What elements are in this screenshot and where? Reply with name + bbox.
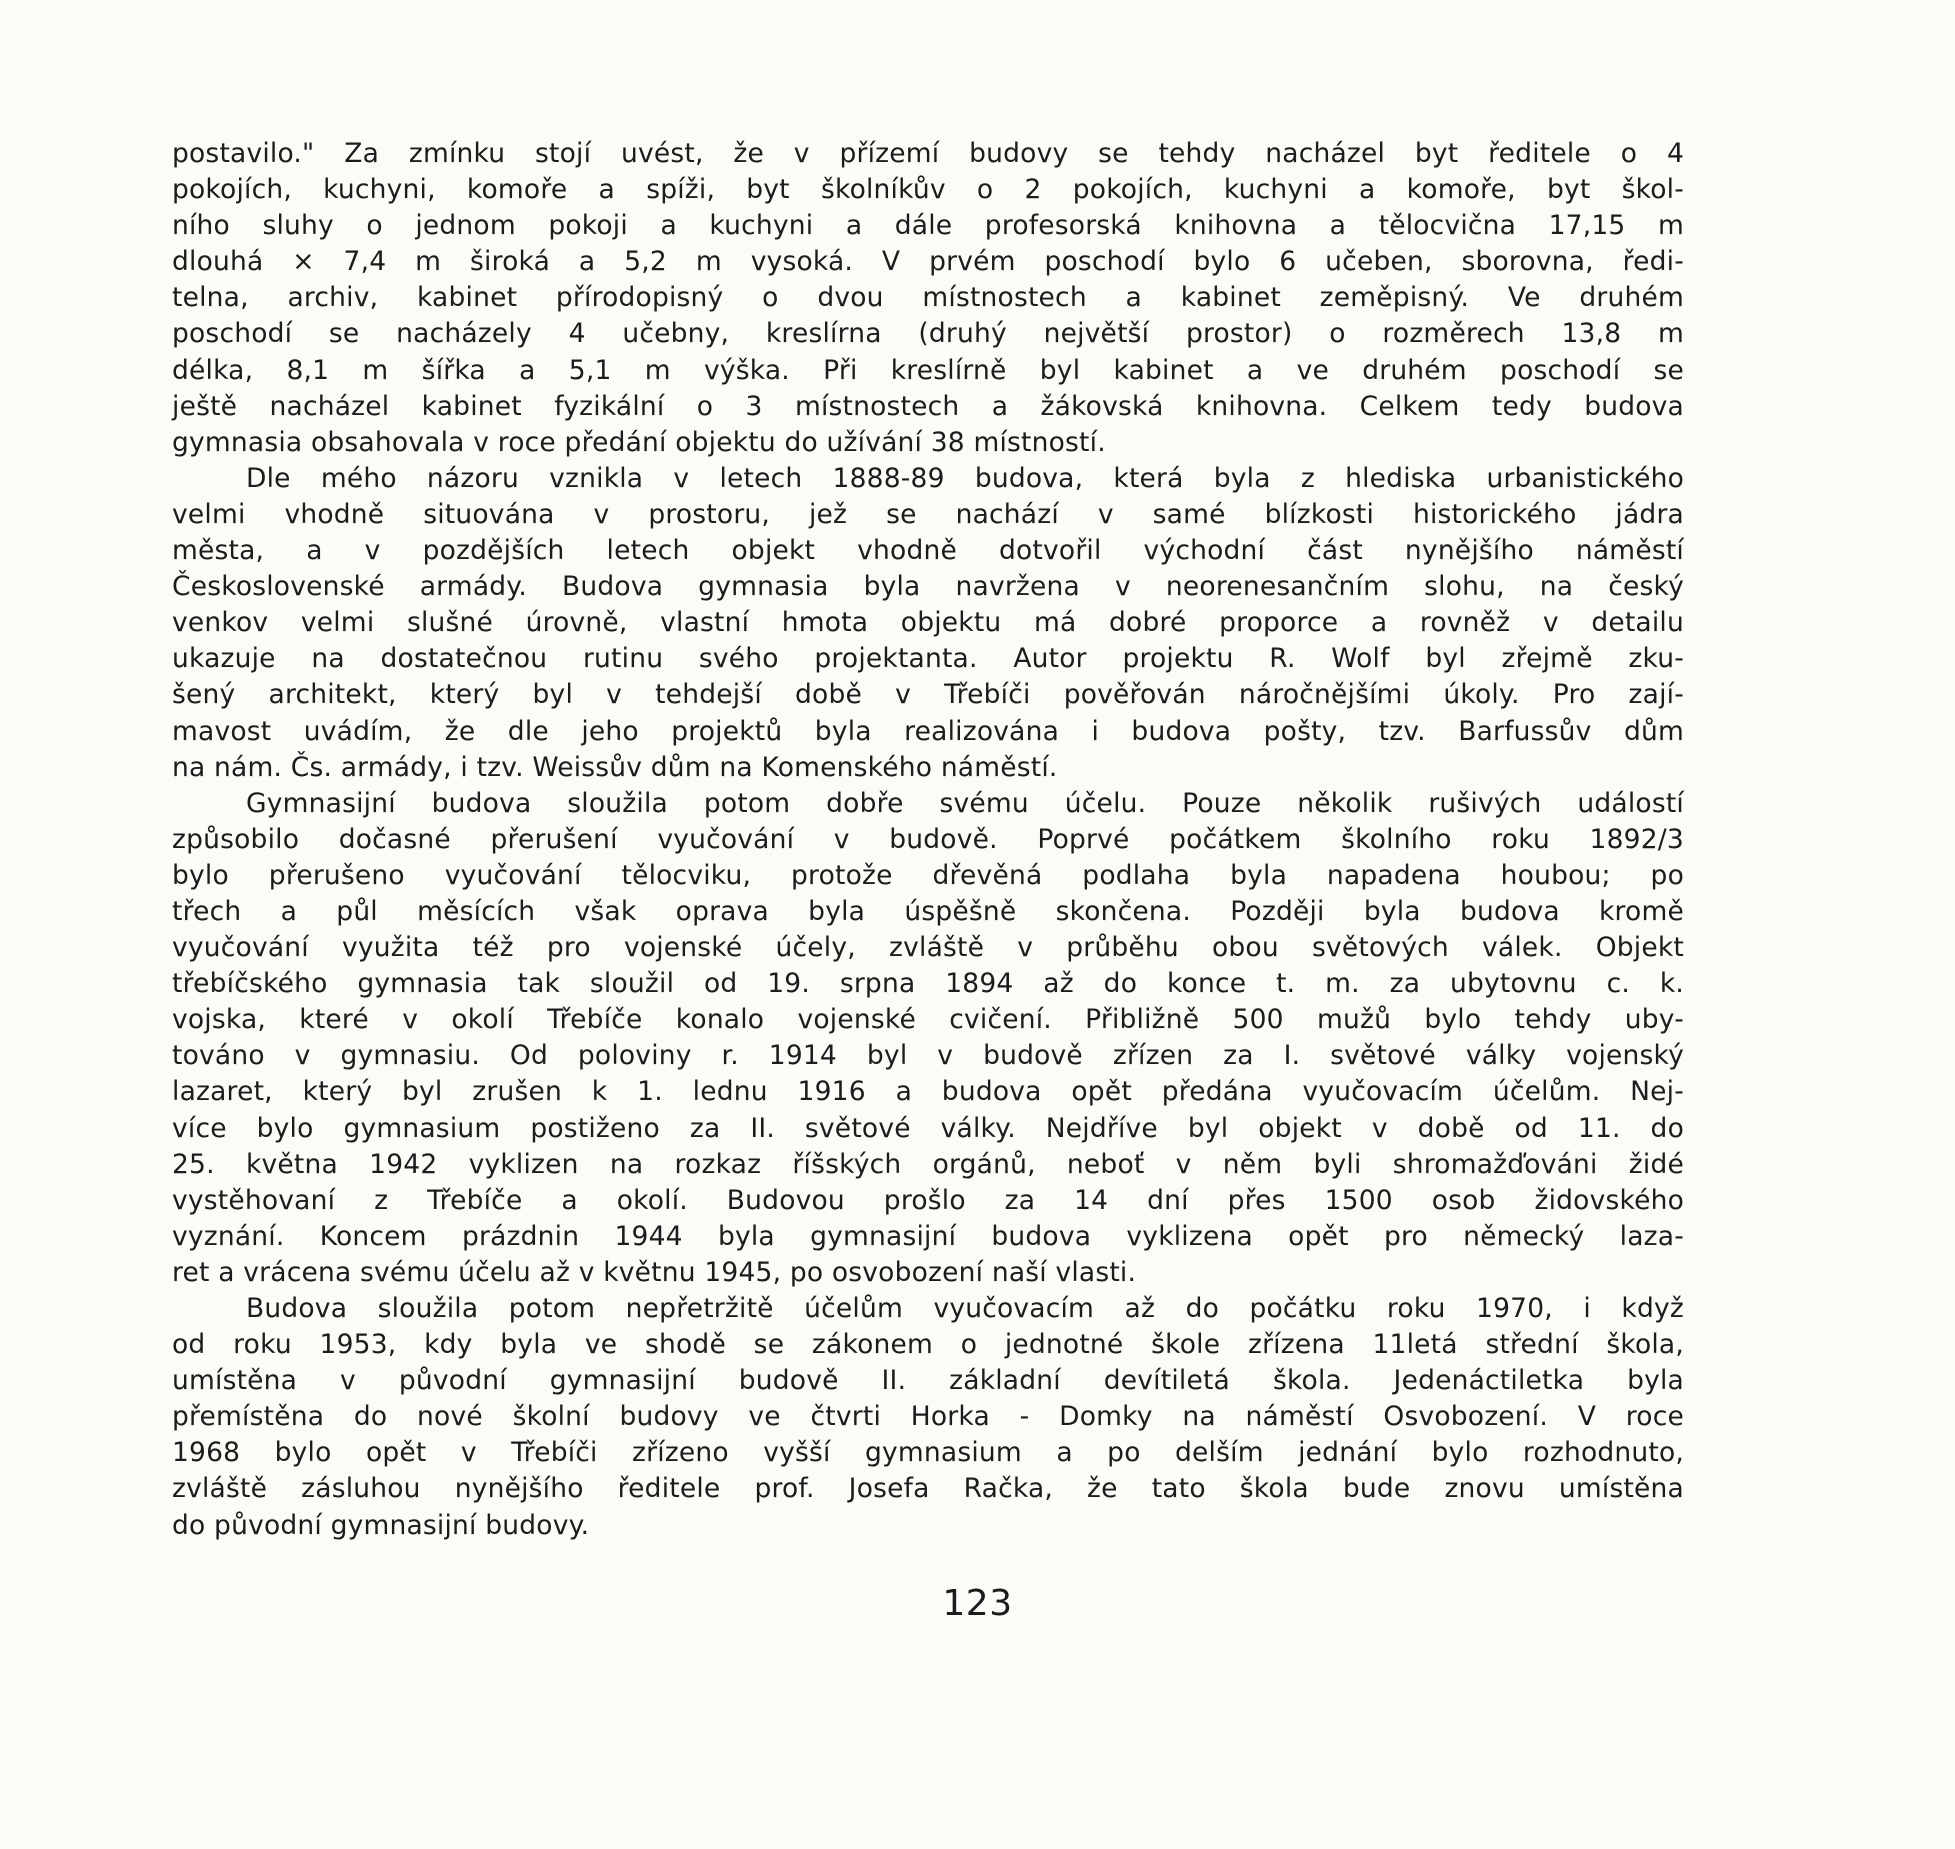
paragraph [172,1291,1684,1544]
text-line: více bylo gymnasium postiženo za II. světové války. Nejdříve byl objekt v době od 11. do [172,1112,1684,1144]
text-line: gymnasia obsahovala v roce předání objektu do užívání 38 místností. [172,426,1106,458]
text-line: zvláště zásluhou nynějšího ředitele prof. Josefa Račka, že tato škola bude znovu umístěna [172,1473,1684,1505]
text-line: ukazuje na dostatečnou rutinu svého projektanta. Autor projektu R. Wolf byl zřejmě zku- [172,643,1684,675]
text-line: bylo přerušeno vyučování tělocviku, protože dřevěná podlaha byla napadena houbou; po [172,859,1684,891]
text-line: přemístěna do nové školní budovy ve čtvrti Horka - Domky na náměstí Osvobození. V roce [172,1401,1684,1433]
text-line: ještě nacházel kabinet fyzikální o 3 místnostech a žákovská knihovna. Celkem tedy budova [172,390,1684,422]
text-line: Budova sloužila potom nepřetržitě účelům vyučovacím až do počátku roku 1970, i když [246,1293,1684,1324]
text-line: do původní gymnasijní budovy. [172,1509,590,1541]
text-line: na nám. Čs. armády, i tzv. Weissův dům na Komenského náměstí. [172,751,1058,783]
text-line: továno v gymnasiu. Od poloviny r. 1914 byl v budově zřízen za I. světové války vojenský [172,1040,1684,1072]
page-number: 123 [942,1583,1013,1624]
text-line: lazaret, který byl zrušen k 1. lednu 1916 a budova opět předána vyučovacím účelům. Nej- [172,1076,1684,1108]
text-line: umístěna v původní gymnasijní budově II. základní devítiletá škola. Jedenáctiletka byla [172,1365,1684,1397]
text-line: pokojích, kuchyni, komoře a spíži, byt školníkův o 2 pokojích, kuchyni a komoře, byt škol- [172,174,1684,206]
text-line: postavilo." Za zmínku stojí uvést, že v přízemí budovy se tehdy nacházel byt ředitele o 4 [172,138,1684,169]
text-line: způsobilo dočasné přerušení vyučování v budově. Poprvé počátkem školního roku 1892/3 [172,823,1684,855]
text-line: poschodí se nacházely 4 učebny, kreslírna (druhý největší prostor) o rozměrech 13,8 m [172,318,1684,350]
text-line: vyznání. Koncem prázdnin 1944 byla gymnasijní budova vyklizena opět pro německý laza- [172,1220,1684,1252]
text-line: dlouhá × 7,4 m široká a 5,2 m vysoká. V prvém poschodí bylo 6 učeben, sborovna, ředi- [172,246,1684,278]
body-text [172,136,1684,1544]
text-line: od roku 1953, kdy byla ve shodě se zákonem o jednotné škole zřízena 11letá střední škola, [172,1329,1684,1361]
text-line: města, a v pozdějších letech objekt vhodně dotvořil východní část nynějšího náměstí [172,535,1684,567]
text-line: telna, archiv, kabinet přírodopisný o dvou místnostech a kabinet zeměpisný. Ve druhém [172,282,1684,314]
text-line: mavost uvádím, že dle jeho projektů byla realizována i budova pošty, tzv. Barfussův dům [172,715,1684,747]
text-line: délka, 8,1 m šířka a 5,1 m výška. Při kreslírně byl kabinet a ve druhém poschodí se [172,354,1684,386]
text-line: vyučování využita též pro vojenské účely, zvláště v průběhu obou světových válek. Objekt [172,932,1684,964]
text-line: Československé armády. Budova gymnasia byla navržena v neorenesančním slohu, na český [172,571,1684,603]
text-line: šený architekt, který byl v tehdejší době v Třebíči pověřován náročnějšími úkoly. Pro zají- [172,679,1684,711]
text-line: vojska, které v okolí Třebíče konalo vojenské cvičení. Přibližně 500 mužů bylo tehdy uby- [172,1004,1684,1036]
text-line: 1968 bylo opět v Třebíči zřízeno vyšší gymnasium a po delším jednání bylo rozhodnuto, [172,1437,1684,1469]
paragraph [172,786,1684,1291]
text-line: vystěhovaní z Třebíče a okolí. Budovou prošlo za 14 dní přes 1500 osob židovského [172,1184,1684,1216]
text-line: ního sluhy o jednom pokoji a kuchyni a dále profesorská knihovna a tělocvična 17,15 m [172,210,1684,242]
text-line: Dle mého názoru vznikla v letech 1888-89 budova, která byla z hlediska urbanistického [246,462,1684,494]
text-line: třech a půl měsících však oprava byla úspěšně skončena. Později byla budova kromě [172,895,1684,927]
text-line: 25. května 1942 vyklizen na rozkaz říšských orgánů, neboť v něm byli shromažďováni židé [172,1148,1684,1180]
text-line: Gymnasijní budova sloužila potom dobře svému účelu. Pouze několik rušivých událostí [246,787,1684,819]
text-line: venkov velmi slušné úrovně, vlastní hmota objektu má dobré proporce a rovněž v detailu [172,607,1684,639]
paragraph [172,136,1684,461]
paragraph [172,461,1684,786]
text-line: třebíčského gymnasia tak sloužil od 19. srpna 1894 až do konce t. m. za ubytovnu c. k. [172,968,1684,1000]
text-line: ret a vrácena svému účelu až v květnu 1945, po osvobození naší vlasti. [172,1256,1137,1288]
text-line: velmi vhodně situována v prostoru, jež se nachází v samé blízkosti historického jádra [172,498,1684,530]
